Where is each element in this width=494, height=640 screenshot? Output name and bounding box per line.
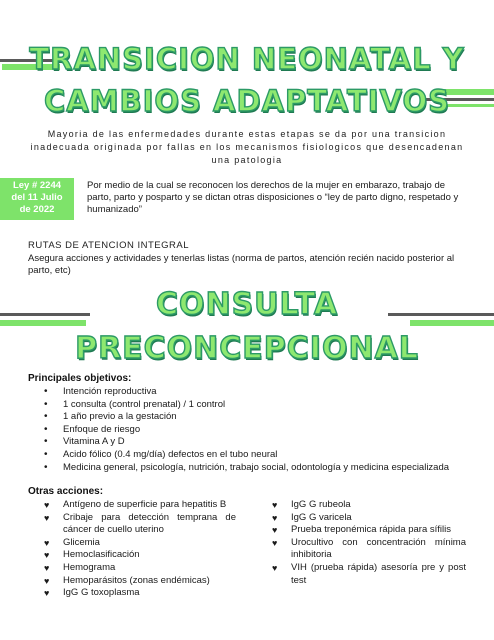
list-item: ♥ IgG G varicela	[272, 512, 466, 525]
page-title-line2: CAMBIOS ADAPTATIVOS	[43, 84, 451, 118]
list-item: • 1 consulta (control prenatal) / 1 control	[44, 399, 464, 412]
otras-label: Otras acciones:	[28, 486, 104, 497]
law-badge-line: del 11 Julio	[11, 192, 63, 203]
law-badge-line: Ley # 2244	[12, 180, 62, 191]
page-title-line1: TRANSICION NEONATAL Y	[29, 42, 465, 76]
list-item: ♥ Cribaje para detección temprana de cáncer de cuello uterino	[44, 512, 236, 537]
law-badge-line: de 2022	[19, 204, 55, 215]
otras-list-left	[44, 499, 236, 600]
intro-paragraph: Mayoria de las enfermedades durante estas etapas se da por una transicion inadecuada originada por fallas en los mecanismos fisiologicos que desencadenan una patologia	[30, 129, 464, 165]
otras-list-right	[272, 499, 466, 587]
list-item: ♥ Hemoclasificación	[44, 549, 236, 562]
consulta-title-line1: CONSULTA	[155, 287, 339, 322]
list-item: ♥ Glicemia	[44, 537, 236, 550]
rutas-title: RUTAS DE ATENCION INTEGRAL	[28, 240, 189, 251]
list-item: ♥ Antígeno de superficie para hepatitis B	[44, 499, 236, 512]
list-item: ♥ IgG G toxoplasma	[44, 587, 236, 600]
law-badge	[0, 178, 74, 220]
list-item: ♥ Hemograma	[44, 562, 236, 575]
consulta-title-line2: PRECONCEPCIONAL	[75, 331, 419, 366]
list-item: ♥ Urocultivo con concentración mínima inhibitoria	[272, 537, 466, 562]
list-item: • Acido fólico (0.4 mg/día) defectos en el tubo neural	[44, 449, 464, 462]
list-item: ♥ Prueba treponémica rápida para sífilis	[272, 524, 466, 537]
list-item: ♥ Hemoparásitos (zonas endémicas)	[44, 575, 236, 588]
list-item: • 1 año previo a la gestación	[44, 411, 464, 424]
list-item: ♥ IgG G rubeola	[272, 499, 466, 512]
list-item: ♥ VIH (prueba rápida) asesoría pre y post test	[272, 562, 466, 587]
law-description: Por medio de la cual se reconocen los derechos de la mujer en embarazo, trabajo de parto, parto y posparto y se dictan otras disposiciones o “ley de parto digno, respetado y humanizado”	[87, 180, 459, 215]
objetivos-list	[44, 386, 464, 474]
list-item: • Intención reproductiva	[44, 386, 464, 399]
rutas-text: Asegura acciones y actividades y tenerlas listas (norma de partos, atención recién nacido posterior al parto, etc)	[28, 253, 455, 276]
list-item: • Enfoque de riesgo	[44, 424, 464, 437]
list-item: • Vitamina A y D	[44, 436, 464, 449]
objetivos-label: Principales objetivos:	[28, 373, 132, 384]
list-item: • Medicina general, psicología, nutrición, trabajo social, odontología y medicina especializada	[44, 462, 464, 475]
